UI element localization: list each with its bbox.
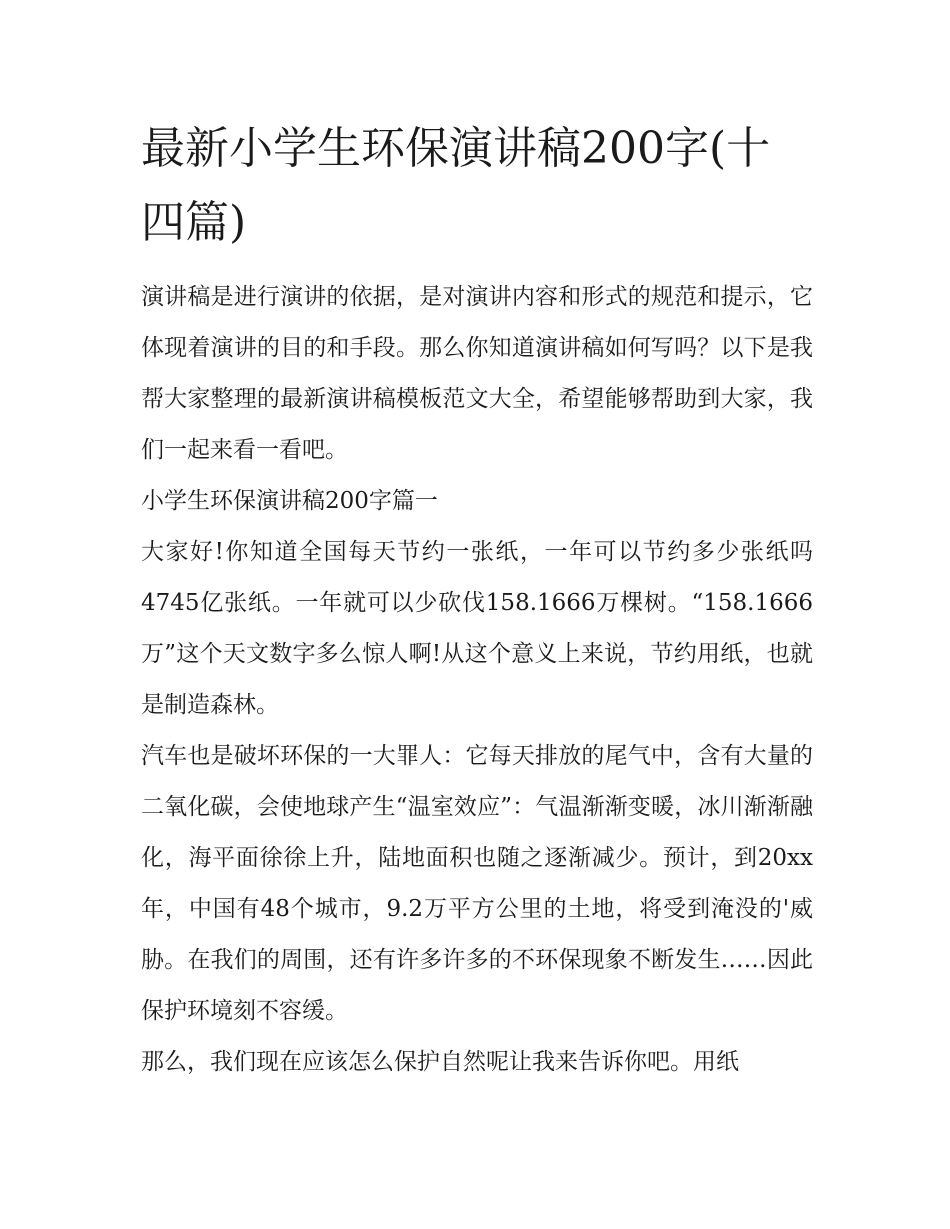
body-paragraph: 那么，我们现在应该怎么保护自然呢让我来告诉你吧。用纸 bbox=[141, 1049, 739, 1075]
section-heading: 小学生环保演讲稿200字篇一 bbox=[141, 488, 438, 514]
document-body bbox=[141, 112, 813, 1088]
body-paragraph: 汽车也是破坏环保的一大罪人：它每天排放的尾气中，含有大量的二氧化碳，会使地球产生“温室效应”：气温渐渐变暖，冰川渐渐融化，海平面徐徐上升，陆地面积也随之逐渐减少。预计，到20xx年，中国有48个城市，9.2万平方公里的土地，将受到淹没的'威胁。在我们的周围，还有许多许多的不环保现象不断发生……因此保护环境刻不容缓。 bbox=[141, 743, 813, 1024]
intro-paragraph: 演讲稿是进行演讲的依据，是对演讲内容和形式的规范和提示，它体现着演讲的目的和手段。那么你知道演讲稿如何写吗？以下是我帮大家整理的最新演讲稿模板范文大全，希望能够帮助到大家，我们一起来看一看吧。 bbox=[141, 284, 813, 463]
document-title: 最新小学生环保演讲稿200字(十四篇) bbox=[141, 123, 771, 248]
body-paragraph: 大家好!你知道全国每天节约一张纸，一年可以节约多少张纸吗4745亿张纸。一年就可以少砍伐158.1666万棵树。“158.1666万”这个天文数字多么惊人啊!从这个意义上来说，节约用纸，也就是制造森林。 bbox=[141, 539, 813, 718]
